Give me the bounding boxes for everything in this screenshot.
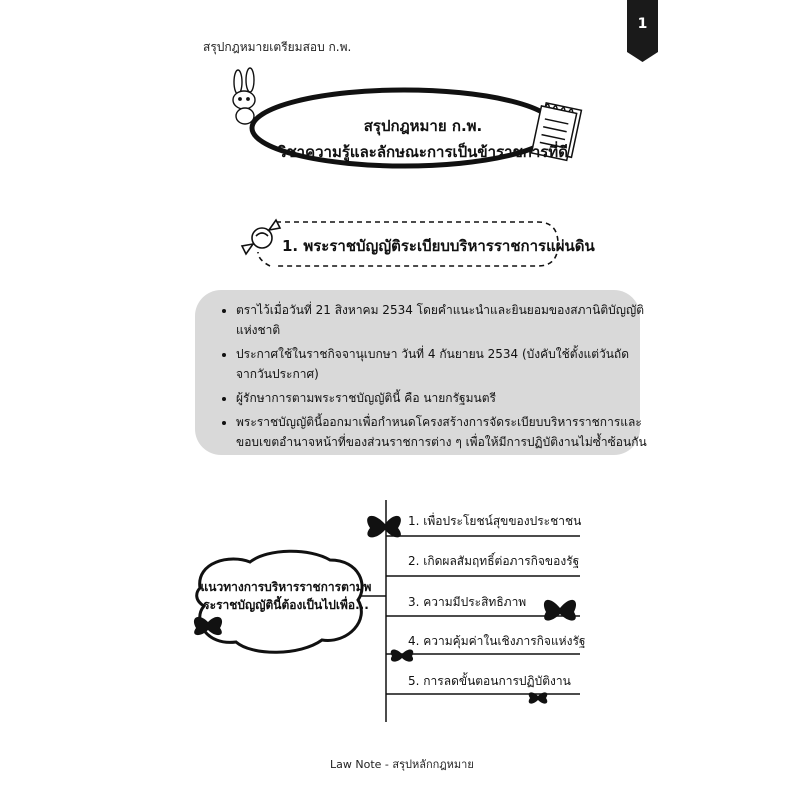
- candy-icon: [242, 220, 280, 254]
- purpose-item: 3. ความมีประสิทธิภาพ: [408, 595, 527, 609]
- butterfly-icon: [367, 516, 401, 537]
- purpose-item: 4. ความคุ้มค่าในเชิงภารกิจแห่งรัฐ: [408, 634, 586, 648]
- page-number: 1: [637, 16, 648, 32]
- bullet-item: • ผู้รักษาการตามพระราชบัญญัตินี้ คือ นายกรัฐมนตรี: [236, 388, 648, 408]
- bullet-item: • พระราชบัญญัตินี้ออกมาเพื่อกำหนดโครงสร้างการจัดระเบียบบริหารราชการและขอบเขตอำนาจหน้าที่ของส่วนราชการต่าง ๆ เพื่อให้มีการปฏิบัติงานไม่ซ้ำซ้อนกัน: [236, 412, 648, 452]
- purpose-item: 1. เพื่อประโยชน์สุขของประชาชน: [408, 514, 582, 528]
- bullet-item: • ประกาศใช้ในราชกิจจานุเบกษา วันที่ 4 กันยายน 2534 (บังคับใช้ตั้งแต่วันถัดจากวันประกาศ): [236, 344, 648, 384]
- purpose-diagram: [0, 490, 800, 730]
- title-line-2: วิชาความรู้และลักษณะการเป็นข้าราชการที่ดี: [278, 143, 568, 161]
- running-header: สรุปกฎหมายเตรียมสอบ ก.พ.: [203, 40, 352, 54]
- purpose-item: 2. เกิดผลสัมฤทธิ์ต่อภารกิจของรัฐ: [408, 554, 580, 568]
- bubble-text: แนวทางการบริหารราชการตามพระราชบัญญัตินี้ต้องเป็นไปเพื่อ...: [200, 580, 372, 612]
- butterfly-icon: [391, 650, 414, 662]
- bullet-item: • ตราไว้เมื่อวันที่ 21 สิงหาคม 2534 โดยคำแนะนำและยินยอมของสภานิติบัญญัติแห่งชาติ: [236, 300, 648, 340]
- purpose-item: 5. การลดขั้นตอนการปฏิบัติงาน: [408, 674, 571, 688]
- page-footer: Law Note - สรุปหลักกฎหมาย: [330, 758, 474, 771]
- section-heading: 1. พระราชบัญญัติระเบียบบริหารราชการแผ่นดิน: [282, 237, 595, 255]
- title-line-1: สรุปกฎหมาย ก.พ.: [363, 117, 483, 135]
- rabbit-icon: [233, 68, 255, 124]
- info-bullet-list: [212, 300, 648, 456]
